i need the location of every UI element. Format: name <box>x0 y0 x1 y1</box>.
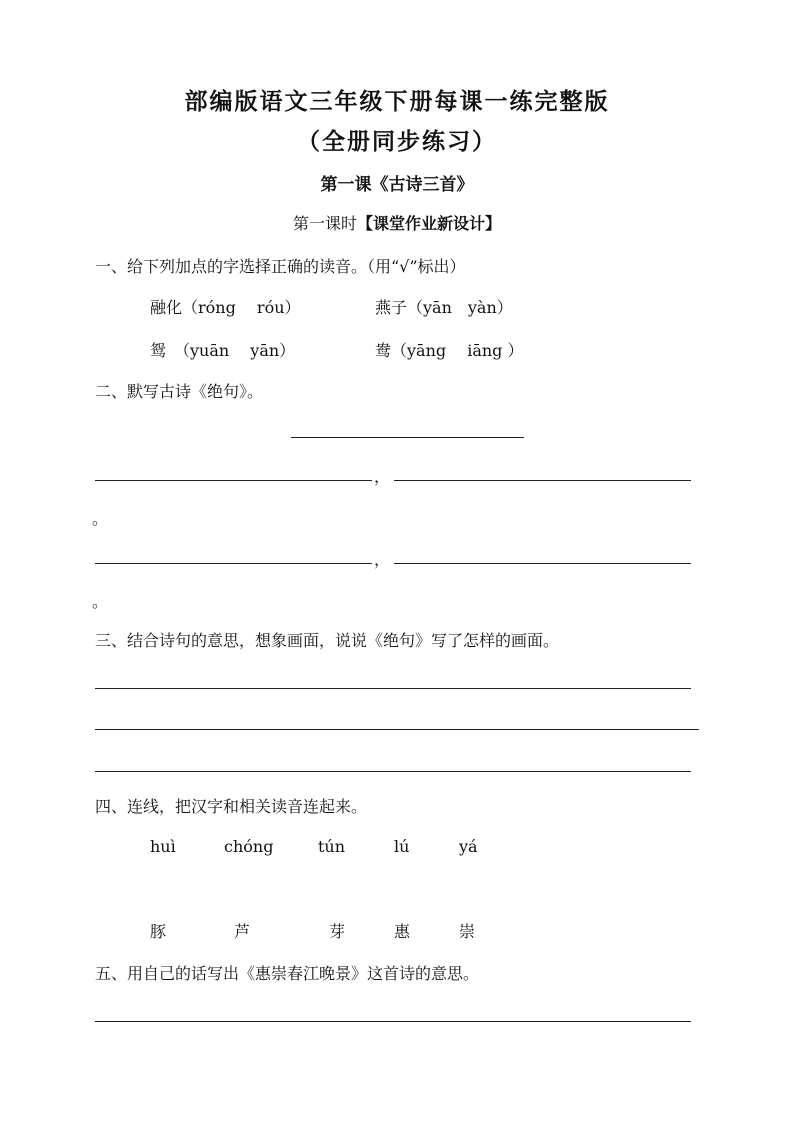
q3-answer-line-2[interactable] <box>95 729 699 730</box>
period-tag: 【课堂作业新设计】 <box>357 214 502 233</box>
q1-item-yang: 鸯（yāng iāng ） <box>375 341 524 360</box>
pinyin-hui[interactable]: huì <box>150 837 176 856</box>
question-5-prompt: 五、用自己的话写出《惠崇春江晚景》这首诗的意思。 <box>95 964 480 983</box>
poem-line-2b-blank[interactable] <box>394 563 691 564</box>
question-2-prompt: 二、默写古诗《绝句》。 <box>95 382 264 401</box>
q1-item-yuan: 鸳 （yuān yān） <box>150 341 296 360</box>
comma-2: ， <box>374 550 391 569</box>
pinyin-ya[interactable]: yá <box>459 837 478 856</box>
question-3-prompt: 三、结合诗句的意思，想象画面，说说《绝句》写了怎样的画面。 <box>95 631 560 650</box>
period-1: 。 <box>92 509 109 528</box>
q1-item-yanzi: 燕子（yān yàn） <box>375 298 513 317</box>
period-heading <box>0 211 794 234</box>
poem-line-2a-blank[interactable] <box>95 563 372 564</box>
char-chong[interactable]: 崇 <box>459 922 476 941</box>
comma-1: ， <box>374 467 391 486</box>
question-1-prompt: 一、给下列加点的字选择正确的读音。（用“√”标出） <box>95 257 466 276</box>
poem-line-1a-blank[interactable] <box>95 480 372 481</box>
period-prefix: 第一课时 <box>292 214 357 233</box>
q3-answer-line-1[interactable] <box>95 688 691 689</box>
pinyin-lu[interactable]: lú <box>394 837 410 856</box>
question-4-prompt: 四、连线，把汉字和相关读音连起来。 <box>95 797 368 816</box>
poem-line-1b-blank[interactable] <box>394 480 691 481</box>
q1-item-ronghua: 融化（róng róu） <box>150 298 301 317</box>
period-2: 。 <box>92 592 109 611</box>
q5-answer-line-1[interactable] <box>95 1021 691 1022</box>
char-ya[interactable]: 芽 <box>329 922 346 941</box>
pinyin-chong[interactable]: chóng <box>224 837 274 856</box>
q3-answer-line-3[interactable] <box>95 771 691 772</box>
lesson-title: 第一课《古诗三首》 <box>320 175 474 195</box>
document-subtitle: （全册同步练习） <box>297 128 497 155</box>
char-lu[interactable]: 芦 <box>234 922 251 941</box>
pinyin-tun[interactable]: tún <box>318 837 346 856</box>
poem-title-blank[interactable] <box>291 437 524 438</box>
char-tun[interactable]: 豚 <box>150 922 167 941</box>
document-title: 部编版语文三年级下册每课一练完整版 <box>184 88 610 115</box>
char-hui[interactable]: 惠 <box>394 922 411 941</box>
